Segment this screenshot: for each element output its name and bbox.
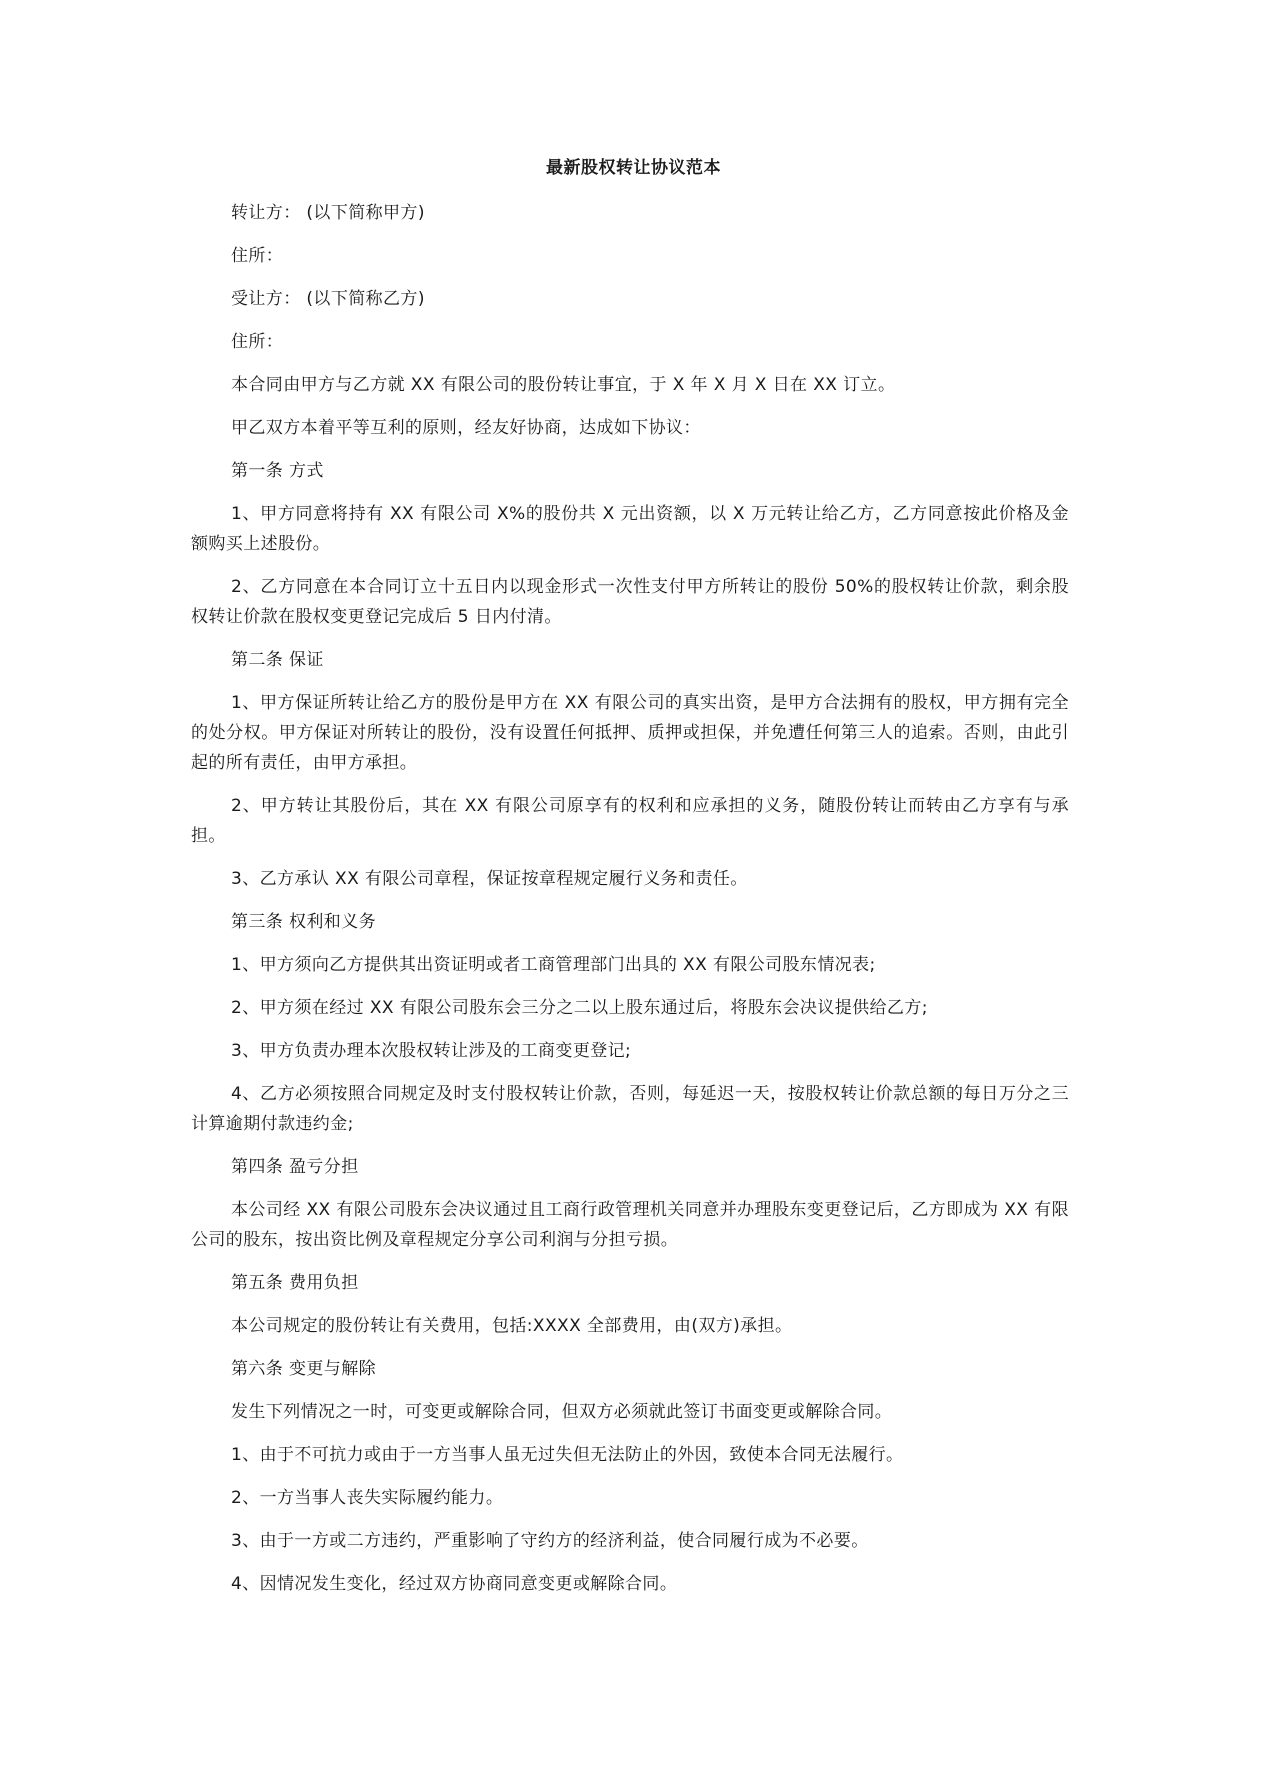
article-6-clause-1: 1、由于不可抗力或由于一方当事人虽无过失但无法防止的外因，致使本合同无法履行。 <box>231 1445 904 1465</box>
document-title: 最新股权转让协议范本 <box>546 158 721 178</box>
article-1-clause-2: 2、乙方同意在本合同订立十五日内以现金形式一次性支付甲方所转让的股份 50%的股权转让价款，剩余股权转让价款在股权变更登记完成后 5 日内付清。 <box>191 577 1069 627</box>
article-1-clause-1: 1、甲方同意将持有 XX 有限公司 X%的股份共 X 元出资额，以 X 万元转让给乙方，乙方同意按此价格及金额购买上述股份。 <box>191 504 1069 554</box>
paragraph-transferor: 转让方： (以下简称甲方) <box>231 203 425 223</box>
paragraph-principle: 甲乙双方本着平等互利的原则，经友好协商，达成如下协议： <box>231 418 701 438</box>
paragraph-transferee: 受让方： (以下简称乙方) <box>231 289 425 309</box>
article-3-clause-4: 4、乙方必须按照合同规定及时支付股权转让价款，否则，每延迟一天，按股权转让价款总额的每日万分之三计算逾期付款违约金; <box>191 1084 1069 1134</box>
paragraph-transferee-address: 住所： <box>231 332 284 352</box>
article-2-clause-1: 1、甲方保证所转让给乙方的股份是甲方在 XX 有限公司的真实出资，是甲方合法拥有的股权，甲方拥有完全的处分权。甲方保证对所转让的股份，没有设置任何抵押、质押或担保，并免遭任何第三人的追索。否则，由此引起的所有责任，由甲方承担。 <box>191 693 1069 773</box>
article-3-clause-2: 2、甲方须在经过 XX 有限公司股东会三分之二以上股东通过后，将股东会决议提供给乙方; <box>231 998 928 1018</box>
paragraph-intro: 本合同由甲方与乙方就 XX 有限公司的股份转让事宜，于 X 年 X 月 X 日在 XX 订立。 <box>231 375 896 395</box>
article-4-body: 本公司经 XX 有限公司股东会决议通过且工商行政管理机关同意并办理股东变更登记后，乙方即成为 XX 有限公司的股东，按出资比例及章程规定分享公司利润与分担亏损。 <box>191 1200 1069 1250</box>
article-5-body: 本公司规定的股份转让有关费用，包括:XXXX 全部费用，由(双方)承担。 <box>231 1316 793 1336</box>
article-4-heading: 第四条 盈亏分担 <box>231 1157 359 1177</box>
article-3-clause-1: 1、甲方须向乙方提供其出资证明或者工商管理部门出具的 XX 有限公司股东情况表; <box>231 955 876 975</box>
article-6-clause-3: 3、由于一方或二方违约，严重影响了守约方的经济利益，使合同履行成为不必要。 <box>231 1531 869 1551</box>
article-6-clause-4: 4、因情况发生变化，经过双方协商同意变更或解除合同。 <box>231 1574 678 1594</box>
article-1-heading: 第一条 方式 <box>231 461 324 481</box>
article-2-heading: 第二条 保证 <box>231 650 324 670</box>
article-2-clause-3: 3、乙方承认 XX 有限公司章程，保证按章程规定履行义务和责任。 <box>231 869 748 889</box>
article-3-heading: 第三条 权利和义务 <box>231 912 377 932</box>
article-6-clause-2: 2、一方当事人丧失实际履约能力。 <box>231 1488 504 1508</box>
article-6-heading: 第六条 变更与解除 <box>231 1359 377 1379</box>
article-2-clause-2: 2、甲方转让其股份后，其在 XX 有限公司原享有的权利和应承担的义务，随股份转让而转由乙方享有与承担。 <box>191 796 1069 846</box>
paragraph-transferor-address: 住所： <box>231 246 284 266</box>
document-body <box>191 198 1069 1612</box>
article-6-body: 发生下列情况之一时，可变更或解除合同，但双方必须就此签订书面变更或解除合同。 <box>231 1402 893 1422</box>
article-5-heading: 第五条 费用负担 <box>231 1273 359 1293</box>
article-3-clause-3: 3、甲方负责办理本次股权转让涉及的工商变更登记; <box>231 1041 632 1061</box>
